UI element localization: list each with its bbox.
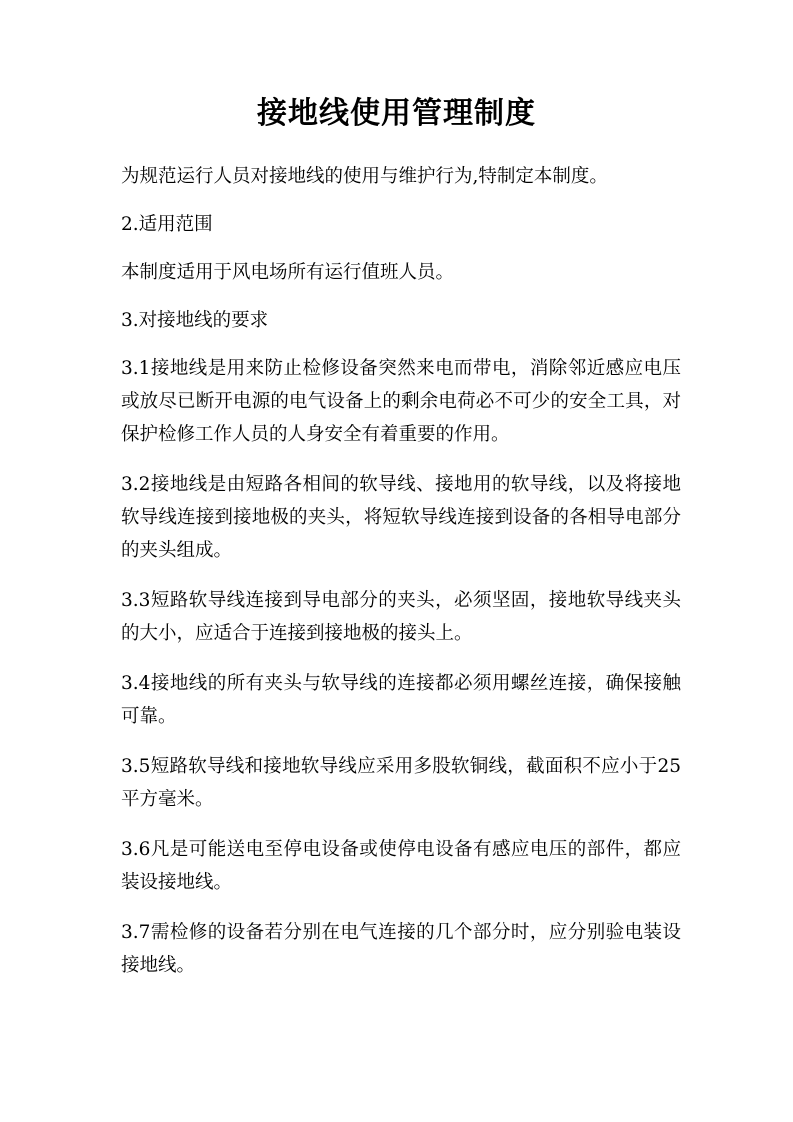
paragraph-3-7: 3.7需检修的设备若分别在电气连接的几个部分时，应分别验电装设接地线。 [121,922,681,976]
paragraph-3-4: 3.4接地线的所有夹头与软导线的连接都必须用螺丝连接，确保接触可靠。 [121,673,681,727]
paragraph-3-1: 3.1接地线是用来防止检修设备突然来电而带电，消除邻近感应电压或放尽已断开电源的电气设备上的剩余电荷必不可少的安全工具，对保护检修工作人员的人身安全有着重要的作用。 [121,358,681,445]
paragraph-3-6: 3.6凡是可能送电至停电设备或使停电设备有感应电压的部件，都应装设接地线。 [121,839,681,893]
paragraph-scope: 本制度适用于风电场所有运行值班人员。 [121,262,455,283]
paragraph-purpose: 为规范运行人员对接地线的使用与维护行为,特制定本制度。 [121,166,608,187]
heading-requirements: 3.对接地线的要求 [121,310,269,331]
document-body [121,160,681,982]
paragraph-3-3: 3.3短路软导线连接到导电部分的夹头，必须坚固，接地软导线夹头的大小，应适合于连接到接地极的接头上。 [121,590,681,644]
document-title: 接地线使用管理制度 [257,96,536,131]
paragraph-3-2: 3.2接地线是由短路各相间的软导线、接地用的软导线，以及将接地软导线连接到接地极的夹头，将短软导线连接到设备的各相导电部分的夹头组成。 [121,474,681,561]
paragraph-3-5: 3.5短路软导线和接地软导线应采用多股软铜线，截面积不应小于25平方毫米。 [121,756,681,810]
heading-scope: 2.适用范围 [121,214,213,235]
